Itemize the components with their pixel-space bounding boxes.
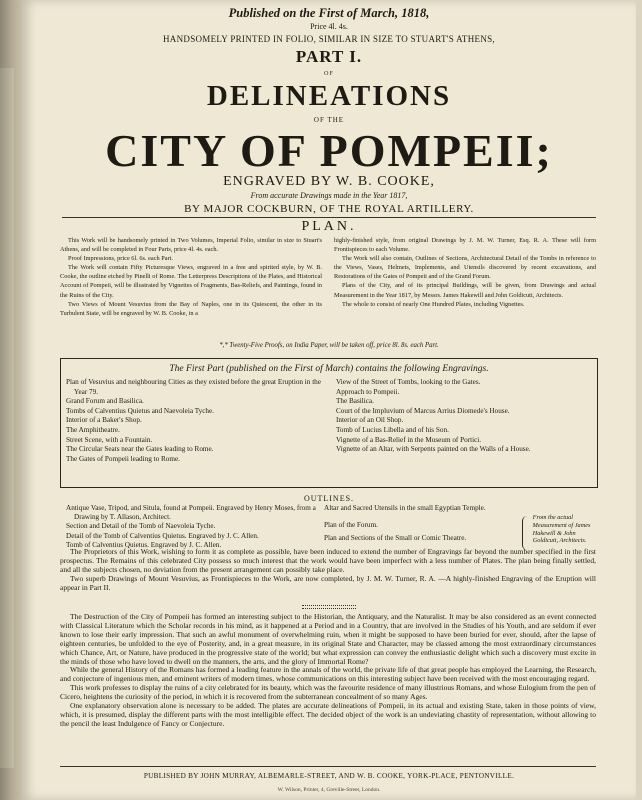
list-item: View of the Street of Tombs, looking to the Gates. — [336, 378, 481, 386]
list-item: Plan of Vesuvius and neighbouring Cities as they existed before the great Eruption in the Year 79. — [66, 378, 321, 396]
outlines-heading: OUTLINES. — [303, 494, 355, 503]
list-item: Antique Vase, Tripod, and Situla, found at Pompeii. Engraved by Henry Moses, from a Drawing by T. Allason, Architect. — [66, 504, 316, 522]
paragraph: This work professes to display the ruins of a city celebrated for its beauty, which was the favourite residence of many illustrious Romans, and whose Eulogium from the pen of Cicero, heightens the curiosity of the period, in which it is recovered from the subterranean concealment of so many Ages. — [60, 683, 596, 702]
of-the-line: OF THE — [313, 116, 345, 124]
paragraph: Two superb Drawings of Mount Vesuvius, as Frontispieces to the Work, are now completed, by J. M. W. Turner, R. A. —A highly-finished Engraving of the Eruption will appear in Part II. — [60, 573, 596, 592]
plan-heading: PLAN. — [301, 219, 357, 234]
list-item: The Gates of Pompeii leading to Rome. — [66, 454, 180, 463]
list-item: Grand Forum and Basilica. — [66, 397, 144, 406]
plan-columns — [60, 236, 596, 318]
paragraph: The Destruction of the City of Pompeii has formed an interesting subject to the Historian, the Antiquary, and the Naturalist. It may be also considered as an event connected with Classical Literature which the Scholar records in his mind, as it happened at a Period and in a Country, that are involved in the Studies of his Youth, and are seldom if ever known to lose their early impression. That such an awful monument of overwhelming ruin, when it might be supposed to have been buried for ever, should, after the lapse of eighteen centuries, be unfolded to the eye of Posterity, and, in a great measure, in its original State and Character, may be classed among the most extraordinary circumstances which Chance, Art, or Nature, have produced in the progressive state of the world; but what expression can convey the enthusiastic delight which such a discovery must excite in the minds of those who have loved to dwell on the manners, the arts, and the glory of Immortal Rome? — [60, 612, 596, 666]
price-line: Price 4l. 4s. — [310, 22, 348, 31]
list-item: The Basilica. — [336, 397, 374, 406]
list-item: Vignette of an Altar, with Serpents painted on the Walls of a House. — [336, 445, 531, 454]
brace-icon — [522, 516, 531, 550]
divider-top — [62, 217, 596, 218]
drawings-line: From accurate Drawings made in the Year 1817, — [250, 191, 408, 200]
of-line-1: OF — [324, 71, 334, 77]
part-title: PART I. — [295, 47, 363, 66]
format-line: HANDSOMELY PRINTED IN FOLIO, SIMILAR IN SIZE TO STUART'S ATHENS, — [163, 34, 495, 44]
list-item: Approach to Pompeii. — [336, 387, 400, 396]
plan-paragraph: The whole to consist of nearly One Hundred Plates, including Vignettes. — [342, 300, 525, 308]
plan-paragraph: The Work will contain Fifty Picturesque Views, engraved in a free and spirited style, by W. B. Cooke, the outline etched by Pinelli of Rome. The Letterpress Descriptions of the Plates, and Historical Account of Pompeii, will be illustrated by Vignettes of Fragments, Bas-Reliefs, and Paintings, found in the Ruins of the City. — [60, 264, 322, 299]
plan-paragraph: The Work will also contain, Outlines of Sections, Architectural Detail of the Tombs in reference to the Views, Vases, Helmets, Implements, and Utensils discovered by recent excavations, and Restorations of the Gates of Pompeii and of the Grand Forum. — [334, 255, 596, 281]
city-title: CITY OF POMPEII; — [105, 125, 553, 176]
list-item: Tombs of Calventius Quietus and Naevoleia Tyche. — [66, 406, 214, 415]
printer-line: W. Wilson, Printer, 4, Greville-Street, London. — [277, 787, 381, 793]
first-part-heading: The First Part (published on the First of March) contains the following Engravings. — [169, 364, 489, 374]
list-item: Interior of a Baker's Shop. — [66, 416, 142, 425]
measurement-note: From the actual Measurement of James Hakewill & John Goldicutt, Architects. — [532, 514, 591, 545]
author-line: BY MAJOR COCKBURN, OF THE ROYAL ARTILLERY. — [184, 203, 474, 215]
plan-paragraph: Two Views of Mount Vesuvius from the Bay of Naples, one in its Quiescent, the other in its Turbulent State, will be engraved by W. B. Cooke, in a — [60, 300, 322, 317]
plan-left-column — [60, 236, 322, 318]
list-item: Interior of an Oil Shop. — [336, 416, 404, 425]
destruction-text — [60, 613, 596, 729]
plan-paragraph: highly-finished style, from original Drawings by J. M. W. Turner, Esq. R. A. These will form Frontispieces to each Volume. — [334, 237, 596, 254]
proofs-note: *,* Twenty-Five Proofs, on India Paper, will be taken off, price 8l. 8s. each Part. — [219, 342, 439, 349]
outlines-right-list — [324, 504, 522, 550]
plan-right-column — [334, 236, 596, 318]
list-item: Tomb of Lucius Libella and of his Son. — [336, 425, 449, 434]
publication-date: Published on the First of March, 1818, — [228, 6, 430, 20]
plan-paragraph: Proof Impressions, price 6l. 6s. each Part. — [68, 255, 173, 263]
delineations-title: DELINEATIONS — [206, 80, 452, 112]
adjacent-page-edge — [0, 68, 14, 768]
engraver-line: ENGRAVED BY W. B. COOKE, — [223, 174, 435, 189]
paragraph: The Proprietors of this Work, wishing to form it as complete as possible, have been induced to extend the number of Engravings far beyond the number specified in the first prospectus. The Remains of this celebrated City possess so much interest that the work would have been imperfect with a less number of Plates. The plan being finally settled, and all the subjects chosen, no deviation from the present arrangement can possibly take place. — [60, 547, 596, 574]
plan-paragraph: This Work will be handsomely printed in Two Volumes, Imperial Folio, similar in size to Stuart's Athens, and will be completed in Four Parts, price 4l. 4s. each. — [60, 237, 322, 254]
list-item: The Circular Seats near the Gates leading to Rome. — [66, 445, 214, 454]
list-item: Detail of the Tomb of Calventius Quietus. Engraved by J. C. Allen. — [66, 531, 259, 540]
publisher-line: PUBLISHED BY JOHN MURRAY, ALBEMARLE-STREET, AND W. B. COOKE, YORK-PLACE, PENTONVILLE. — [143, 772, 515, 780]
divider-bottom — [60, 766, 596, 767]
list-item: The Amphitheatre. — [66, 425, 120, 434]
engravings-right — [336, 378, 592, 464]
list-item: Plan of the Forum. — [324, 521, 378, 530]
outlines-left — [66, 504, 316, 550]
list-item: Street Scene, with a Fountain. — [66, 435, 153, 444]
list-item: Plan and Sections of the Small or Comic Theatre. — [324, 534, 467, 543]
list-item: Tomb of Calventius Quietus. Engraved by J. C. Allen. — [66, 540, 222, 549]
list-item: Section and Detail of the Tomb of Naevoleia Tyche. — [66, 522, 216, 531]
list-item: Altar and Sacred Utensils in the small Egyptian Temple. — [324, 504, 486, 512]
engravings-list — [66, 378, 592, 464]
list-item: Vignette of a Bas-Relief in the Museum of Portici. — [336, 435, 482, 444]
prospectus-page — [22, 0, 636, 800]
outlines-list — [66, 504, 592, 550]
list-item: Court of the Impluvium of Marcus Arrius Diomede's House. — [336, 406, 510, 415]
paragraph: While the general History of the Romans has formed a leading feature in the annals of the world, the private life of that great people has employed the Learning, the Research, and conjecture of ingenious men, and eminent writers of modern times, whose communications on this interesting subject have been received with the most encouraging regard. — [60, 665, 596, 684]
proprietors-text — [60, 548, 596, 593]
ornamental-separator — [302, 605, 356, 609]
engravings-left — [66, 378, 322, 464]
plan-paragraph: Plans of the City, and of its principal Buildings, will be given, from Drawings and actual Measurement in the Year 1817, by Messrs. James Hakewill and John Goldicutt, Architects. — [334, 282, 596, 299]
outlines-right — [324, 504, 592, 550]
paragraph: One explanatory observation alone is necessary to be added. The plates are accurate delineations of Pompeii, in its actual and existing State, taken in those points of view, which, it is presumed, display the different parts with the most intelligible effect. The decided object of the work is an undeviating chastity of representation, without allowing to the pencil the least Indulgence of Fancy or Conjecture. — [60, 701, 596, 728]
